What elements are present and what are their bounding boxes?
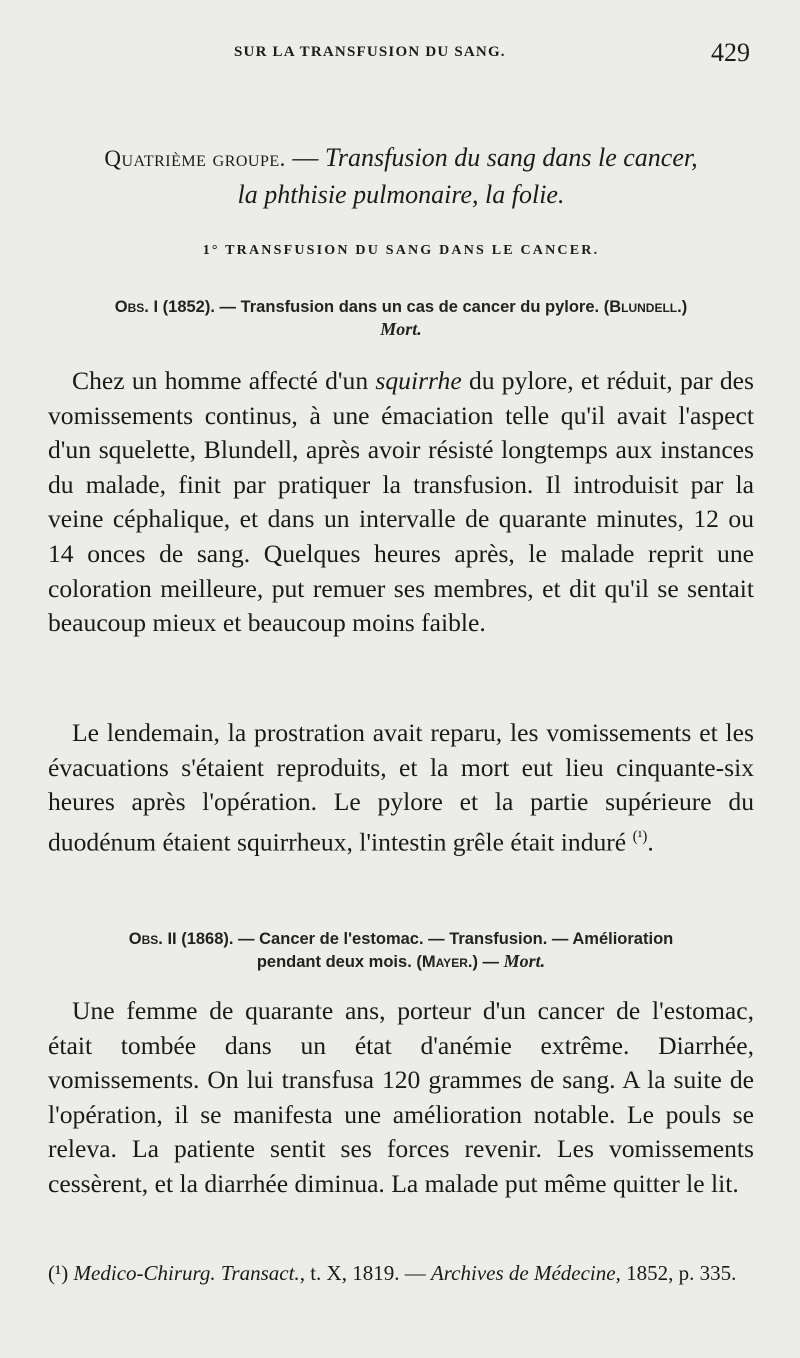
footnote — [48, 1258, 754, 1288]
para2-text: Le lendemain, la prostration avait reparu, les vomissements et les évacuations s'étaient reproduits, et la mort eut lieu cinquante-six heures après l'opération. Le pylore et la partie supérieure du duodénum étaient squirrheux, l'intestin grêle était induré — [48, 718, 754, 857]
obs1-title: (1852). — Transfusion dans un cas de cancer du pylore. ( — [158, 298, 610, 316]
running-head: SUR LA TRANSFUSION DU SANG. — [234, 44, 506, 60]
obs2-label: Obs. II — [128, 930, 177, 948]
group-heading — [48, 140, 754, 213]
obs1-close: ) — [681, 298, 688, 316]
paragraph-2 — [48, 716, 754, 860]
footnote-end: , 1852, p. 335. — [615, 1261, 737, 1285]
footnote-ref1: Medico-Chirurg. Transact. — [73, 1261, 300, 1285]
page-header — [48, 38, 750, 70]
group-heading-line2: la phthisie pulmonaire, la folie. — [237, 180, 565, 209]
obs1-author: Blundell. — [609, 298, 682, 316]
page-number: 429 — [711, 38, 750, 67]
obs2-title-line1: (1868). — Cancer de l'estomac. — Transfusion. — Amélioration — [176, 930, 674, 948]
para2-end: . — [647, 827, 654, 857]
obs1-outcome: Mort. — [380, 319, 422, 339]
observation-1-heading — [48, 296, 754, 341]
section-heading: 1° TRANSFUSION DU SANG DANS LE CANCER. — [202, 243, 600, 258]
footnote-mid: , t. X, 1819. — — [299, 1261, 431, 1285]
paragraph-1 — [48, 364, 754, 641]
obs2-sep: ) — — [472, 953, 504, 971]
footnote-marker: (¹) — [48, 1261, 74, 1285]
obs2-outcome: Mort. — [503, 951, 546, 971]
observation-2-heading — [48, 928, 754, 973]
group-heading-lead: Quatrième groupe. — [104, 146, 286, 171]
obs2-title-line2: pendant deux mois. ( — [256, 953, 422, 971]
obs2-author: Mayer. — [421, 953, 473, 971]
para1-start: Chez un homme affecté d'un — [72, 366, 376, 395]
group-heading-line1: Transfusion du sang dans le cancer, — [324, 143, 698, 172]
obs1-label: Obs. I — [114, 298, 159, 316]
footnote-ref2: Archives de Médecine — [430, 1261, 616, 1285]
paragraph-3 — [48, 994, 754, 1202]
show-through-band — [40, 90, 780, 116]
footnote-ref: (¹) — [632, 827, 648, 845]
para3-text: Une femme de quarante ans, porteur d'un cancer de l'estomac, était tombée dans un état d'anémie extrême. Diarrhée, vomissements. On lui transfusa 120 grammes de sang. A la suite de l'opération, il se manifesta une amélioration notable. Le pouls se releva. La patiente sentit ses forces revenir. Les vomissements cessèrent, et la diarrhée diminua. La malade put même quitter le lit. — [48, 996, 754, 1198]
group-heading-dash: — — [285, 143, 325, 172]
para1-rest: du pylore, et réduit, par des vomissements continus, à une émaciation telle qu'il avait l'aspect d'un squelette, Blundell, après avoir résisté longtemps aux instances du malade, finit par pratiquer la transfusion. Il introduisit par la veine céphalique, et dans un intervalle de quarante minutes, 12 ou 14 onces de sang. Quelques heures après, le malade reprit une coloration meilleure, put remuer ses membres, et dit qu'il se sentait beaucoup mieux et beaucoup moins faible. — [48, 366, 754, 638]
para1-italic-term: squirrhe — [375, 366, 462, 395]
